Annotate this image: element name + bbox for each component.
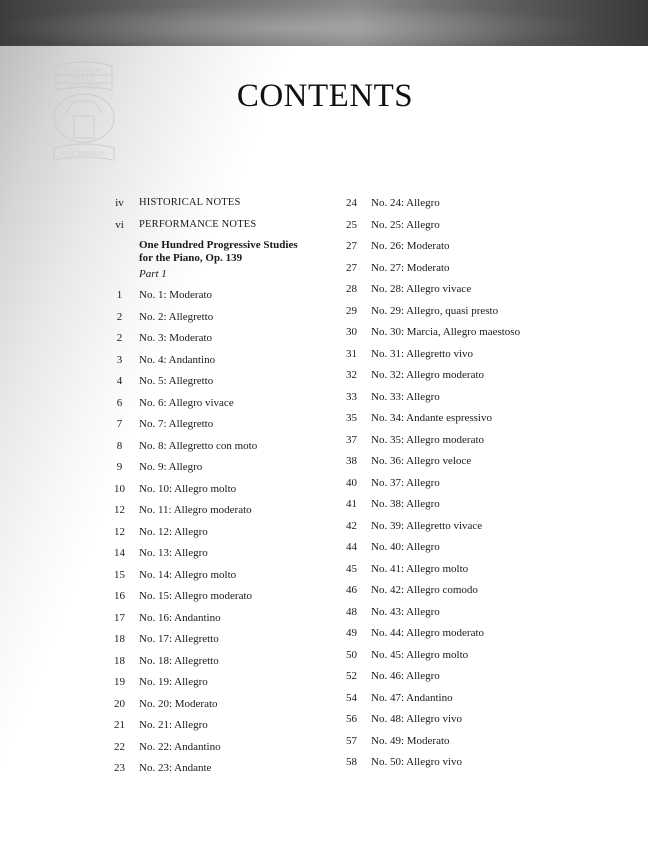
toc-entry-label: No. 25: Allegro	[371, 218, 440, 231]
toc-page-number: 52	[346, 670, 357, 682]
page-title: CONTENTS	[236, 78, 414, 114]
toc-row[interactable]	[332, 497, 562, 519]
toc-entry-label: No. 49: Moderato	[371, 734, 450, 747]
toc-page-number: iv	[115, 197, 124, 209]
toc-page-number: 42	[346, 519, 357, 532]
toc-entry-label: No. 14: Allegro molto	[139, 568, 237, 581]
toc-page-number: 28	[346, 283, 357, 295]
toc-row[interactable]	[332, 325, 562, 347]
toc-entry-label: No. 28: Allegro vivace	[371, 283, 472, 295]
toc-entry-label: No. 7: Allegretto	[139, 418, 214, 430]
toc-row[interactable]	[332, 433, 562, 455]
toc-page-number: 35	[346, 412, 357, 424]
toc-page-number: 24	[346, 197, 357, 209]
toc-row[interactable]	[100, 589, 330, 611]
toc-entry-label: No. 23: Andante	[139, 762, 212, 774]
toc-page-number: 19	[114, 676, 125, 688]
toc-page-number: 2	[116, 332, 123, 344]
header-band	[0, 0, 648, 46]
toc-row[interactable]	[100, 374, 330, 396]
toc-entry-label: No. 36: Allegro veloce	[371, 455, 472, 467]
toc-left-list	[100, 288, 330, 783]
toc-page-number: 38	[346, 455, 357, 467]
toc-page-number: 48	[346, 605, 357, 618]
toc-page-number: 41	[346, 498, 357, 510]
toc-row[interactable]	[100, 611, 330, 633]
seal-motto-line-1: LABORUM	[66, 67, 102, 75]
toc-page-number: 30	[346, 326, 357, 338]
toc-page-number: 25	[346, 218, 357, 231]
toc-entry-label: No. 15: Allegro moderato	[139, 590, 253, 602]
toc-entry-label: No. 33: Allegro	[371, 390, 440, 403]
toc-entry-label: HISTORICAL NOTES	[139, 197, 241, 208]
toc-entry-label: No. 48: Allegro vivo	[371, 713, 463, 725]
toc-page-number: 57	[346, 734, 357, 747]
toc-row[interactable]	[100, 675, 330, 697]
toc-entry-label: No. 20: Moderato	[139, 697, 218, 710]
toc-row[interactable]	[100, 288, 330, 310]
toc-row[interactable]	[332, 390, 562, 412]
toc-page-number: 16	[114, 590, 125, 602]
toc-row[interactable]	[332, 648, 562, 670]
toc-right-list	[332, 196, 562, 777]
seal-publisher-name: G.SCHIRMER	[62, 150, 106, 158]
toc-page-number: vi	[115, 218, 124, 231]
toc-page-number: 17	[114, 611, 125, 624]
publisher-seal-icon	[44, 56, 124, 166]
toc-entry-label: No. 41: Allegro molto	[371, 562, 469, 575]
toc-entry-label: No. 29: Allegro, quasi presto	[371, 304, 499, 317]
toc-page-number: 2	[116, 310, 123, 323]
toc-entry-label: No. 9: Allegro	[139, 461, 203, 473]
toc-row[interactable]	[332, 368, 562, 390]
toc-entry-label: No. 38: Allegro	[371, 498, 440, 510]
toc-row[interactable]	[100, 353, 330, 375]
toc-page-number: 14	[114, 547, 125, 559]
toc-row[interactable]	[332, 239, 562, 261]
toc-entry-label: No. 27: Moderato	[371, 261, 450, 274]
toc-entry-label: No. 32: Allegro moderato	[371, 369, 485, 381]
toc-page-number: 49	[346, 627, 357, 639]
toc-entry-label: No. 26: Moderato	[371, 240, 450, 252]
toc-entry-label: No. 18: Allegretto	[139, 654, 219, 667]
toc-page-number: 33	[346, 390, 357, 403]
part-label: Part 1	[139, 268, 167, 280]
toc-entry-label: No. 8: Allegretto con moto	[139, 439, 258, 452]
toc-entry-label: No. 35: Allegro moderato	[371, 433, 485, 446]
toc-row[interactable]	[100, 632, 330, 654]
toc-row[interactable]	[332, 196, 562, 218]
toc-entry-label: No. 13: Allegro	[139, 547, 208, 559]
toc-entry-label: No. 10: Allegro molto	[139, 482, 237, 495]
toc-row[interactable]	[332, 734, 562, 756]
toc-entry-label: No. 22: Andantino	[139, 740, 221, 753]
toc-entry-label: No. 21: Allegro	[139, 719, 208, 731]
toc-left-column	[100, 196, 330, 783]
toc-row[interactable]	[332, 605, 562, 627]
toc-page-number: 23	[114, 762, 125, 774]
toc-page-number: 45	[346, 562, 357, 575]
toc-entry-label: No. 24: Allegro	[371, 197, 440, 209]
toc-page-number: 18	[114, 654, 125, 667]
toc-row[interactable]	[100, 740, 330, 762]
toc-page-number: 20	[114, 697, 125, 710]
toc-entry-label: No. 12: Allegro	[139, 525, 208, 538]
toc-page-number: 27	[346, 240, 357, 252]
toc-entry-label: No. 34: Andante espressivo	[371, 412, 492, 424]
toc-row[interactable]	[332, 218, 562, 240]
toc-page-number: 10	[114, 482, 125, 495]
toc-row[interactable]	[100, 396, 330, 418]
toc-entry-label: No. 31: Allegretto vivo	[371, 347, 474, 360]
toc-page-number: 3	[116, 353, 123, 366]
toc-page-number: 27	[346, 261, 357, 274]
toc-page-number: 21	[114, 719, 125, 731]
work-title-line-1: One Hundred Progressive Studies	[139, 239, 298, 251]
toc-page-number: 50	[346, 648, 357, 661]
toc-page-number: 15	[114, 568, 125, 581]
toc-row[interactable]	[100, 718, 330, 740]
toc-entry-label: No. 6: Allegro vivace	[139, 396, 234, 409]
toc-page-number: 46	[346, 584, 357, 596]
toc-entry-label: No. 16: Andantino	[139, 611, 221, 624]
toc-entry-label: No. 3: Moderato	[139, 332, 213, 344]
toc-row[interactable]	[332, 282, 562, 304]
toc-row[interactable]	[100, 439, 330, 461]
toc-row[interactable]	[332, 626, 562, 648]
toc-row-historical-notes[interactable]	[100, 196, 330, 218]
toc-entry-label: No. 42: Allegro comodo	[371, 584, 478, 596]
toc-page-number: 9	[116, 461, 123, 473]
toc-page-number: 8	[116, 439, 123, 452]
toc-page-number: 4	[116, 375, 123, 387]
toc-row[interactable]	[100, 697, 330, 719]
toc-page-number: 58	[346, 756, 357, 768]
toc-row[interactable]	[332, 261, 562, 283]
toc-row[interactable]	[332, 691, 562, 713]
toc-row[interactable]	[332, 755, 562, 777]
toc-row[interactable]	[332, 583, 562, 605]
toc-page-number: 29	[346, 304, 357, 317]
toc-page-number: 40	[346, 476, 357, 489]
toc-entry-label: PERFORMANCE NOTES	[139, 218, 257, 230]
toc-entry-label: No. 43: Allegro	[371, 605, 440, 618]
toc-entry-label: No. 44: Allegro moderato	[371, 627, 485, 639]
toc-row[interactable]	[100, 546, 330, 568]
toc-row[interactable]	[100, 568, 330, 590]
toc-row[interactable]	[100, 482, 330, 504]
seal-motto-line-3: LENIMEN	[68, 83, 100, 91]
toc-row[interactable]	[332, 540, 562, 562]
toc-row[interactable]	[100, 654, 330, 676]
toc-page-number: 32	[346, 369, 357, 381]
toc-row[interactable]	[332, 411, 562, 433]
toc-row[interactable]	[332, 712, 562, 734]
toc-page-number: 37	[346, 433, 357, 446]
toc-page-number: 54	[346, 691, 357, 704]
toc-row[interactable]	[100, 525, 330, 547]
toc-row[interactable]	[100, 761, 330, 783]
toc-entry-label: No. 45: Allegro molto	[371, 648, 469, 661]
toc-entry-label: No. 2: Allegretto	[139, 310, 214, 323]
toc-row[interactable]	[332, 454, 562, 476]
toc-row[interactable]	[100, 331, 330, 353]
toc-entry-label: No. 1: Moderato	[139, 289, 213, 301]
toc-row[interactable]	[100, 503, 330, 525]
toc-page-number: 1	[116, 289, 123, 301]
toc-row[interactable]	[100, 417, 330, 439]
seal-motto-line-2: DULCE	[72, 75, 96, 83]
toc-page-number: 44	[346, 541, 357, 553]
toc-row[interactable]	[100, 460, 330, 482]
toc-entry-label: No. 46: Allegro	[371, 670, 440, 682]
work-heading	[100, 239, 330, 282]
toc-entry-label: No. 5: Allegretto	[139, 375, 214, 387]
toc-entry-label: No. 40: Allegro	[371, 541, 440, 553]
toc-page-number: 7	[116, 418, 123, 430]
toc-row[interactable]	[332, 347, 562, 369]
toc-page-number: 22	[114, 740, 125, 753]
work-title-line-2: for the Piano, Op. 139	[139, 252, 243, 264]
toc-page-number: 56	[346, 713, 357, 725]
toc-row-performance-notes[interactable]	[100, 218, 330, 240]
toc-page-number: 18	[114, 633, 125, 645]
toc-page-number: 12	[114, 525, 125, 538]
toc-entry-label: No. 19: Allegro	[139, 676, 208, 688]
toc-row[interactable]	[332, 304, 562, 326]
toc-page-number: 12	[114, 504, 125, 516]
toc-entry-label: No. 39: Allegretto vivace	[371, 519, 483, 532]
toc-entry-label: No. 50: Allegro vivo	[371, 756, 463, 768]
toc-row[interactable]	[332, 519, 562, 541]
toc-entry-label: No. 47: Andantino	[371, 691, 453, 704]
toc-entry-label: No. 11: Allegro moderato	[139, 504, 252, 516]
toc-row[interactable]	[100, 310, 330, 332]
toc-entry-label: No. 37: Allegro	[371, 476, 440, 489]
toc-row[interactable]	[332, 562, 562, 584]
toc-page-number: 6	[116, 396, 123, 409]
toc-entry-label: No. 4: Andantino	[139, 353, 216, 366]
toc-row[interactable]	[332, 669, 562, 691]
toc-page-number: 31	[346, 347, 357, 360]
toc-entry-label: No. 17: Allegretto	[139, 633, 219, 645]
toc-row[interactable]	[332, 476, 562, 498]
toc-right-column	[332, 196, 562, 777]
toc-entry-label: No. 30: Marcia, Allegro maestoso	[371, 326, 521, 338]
